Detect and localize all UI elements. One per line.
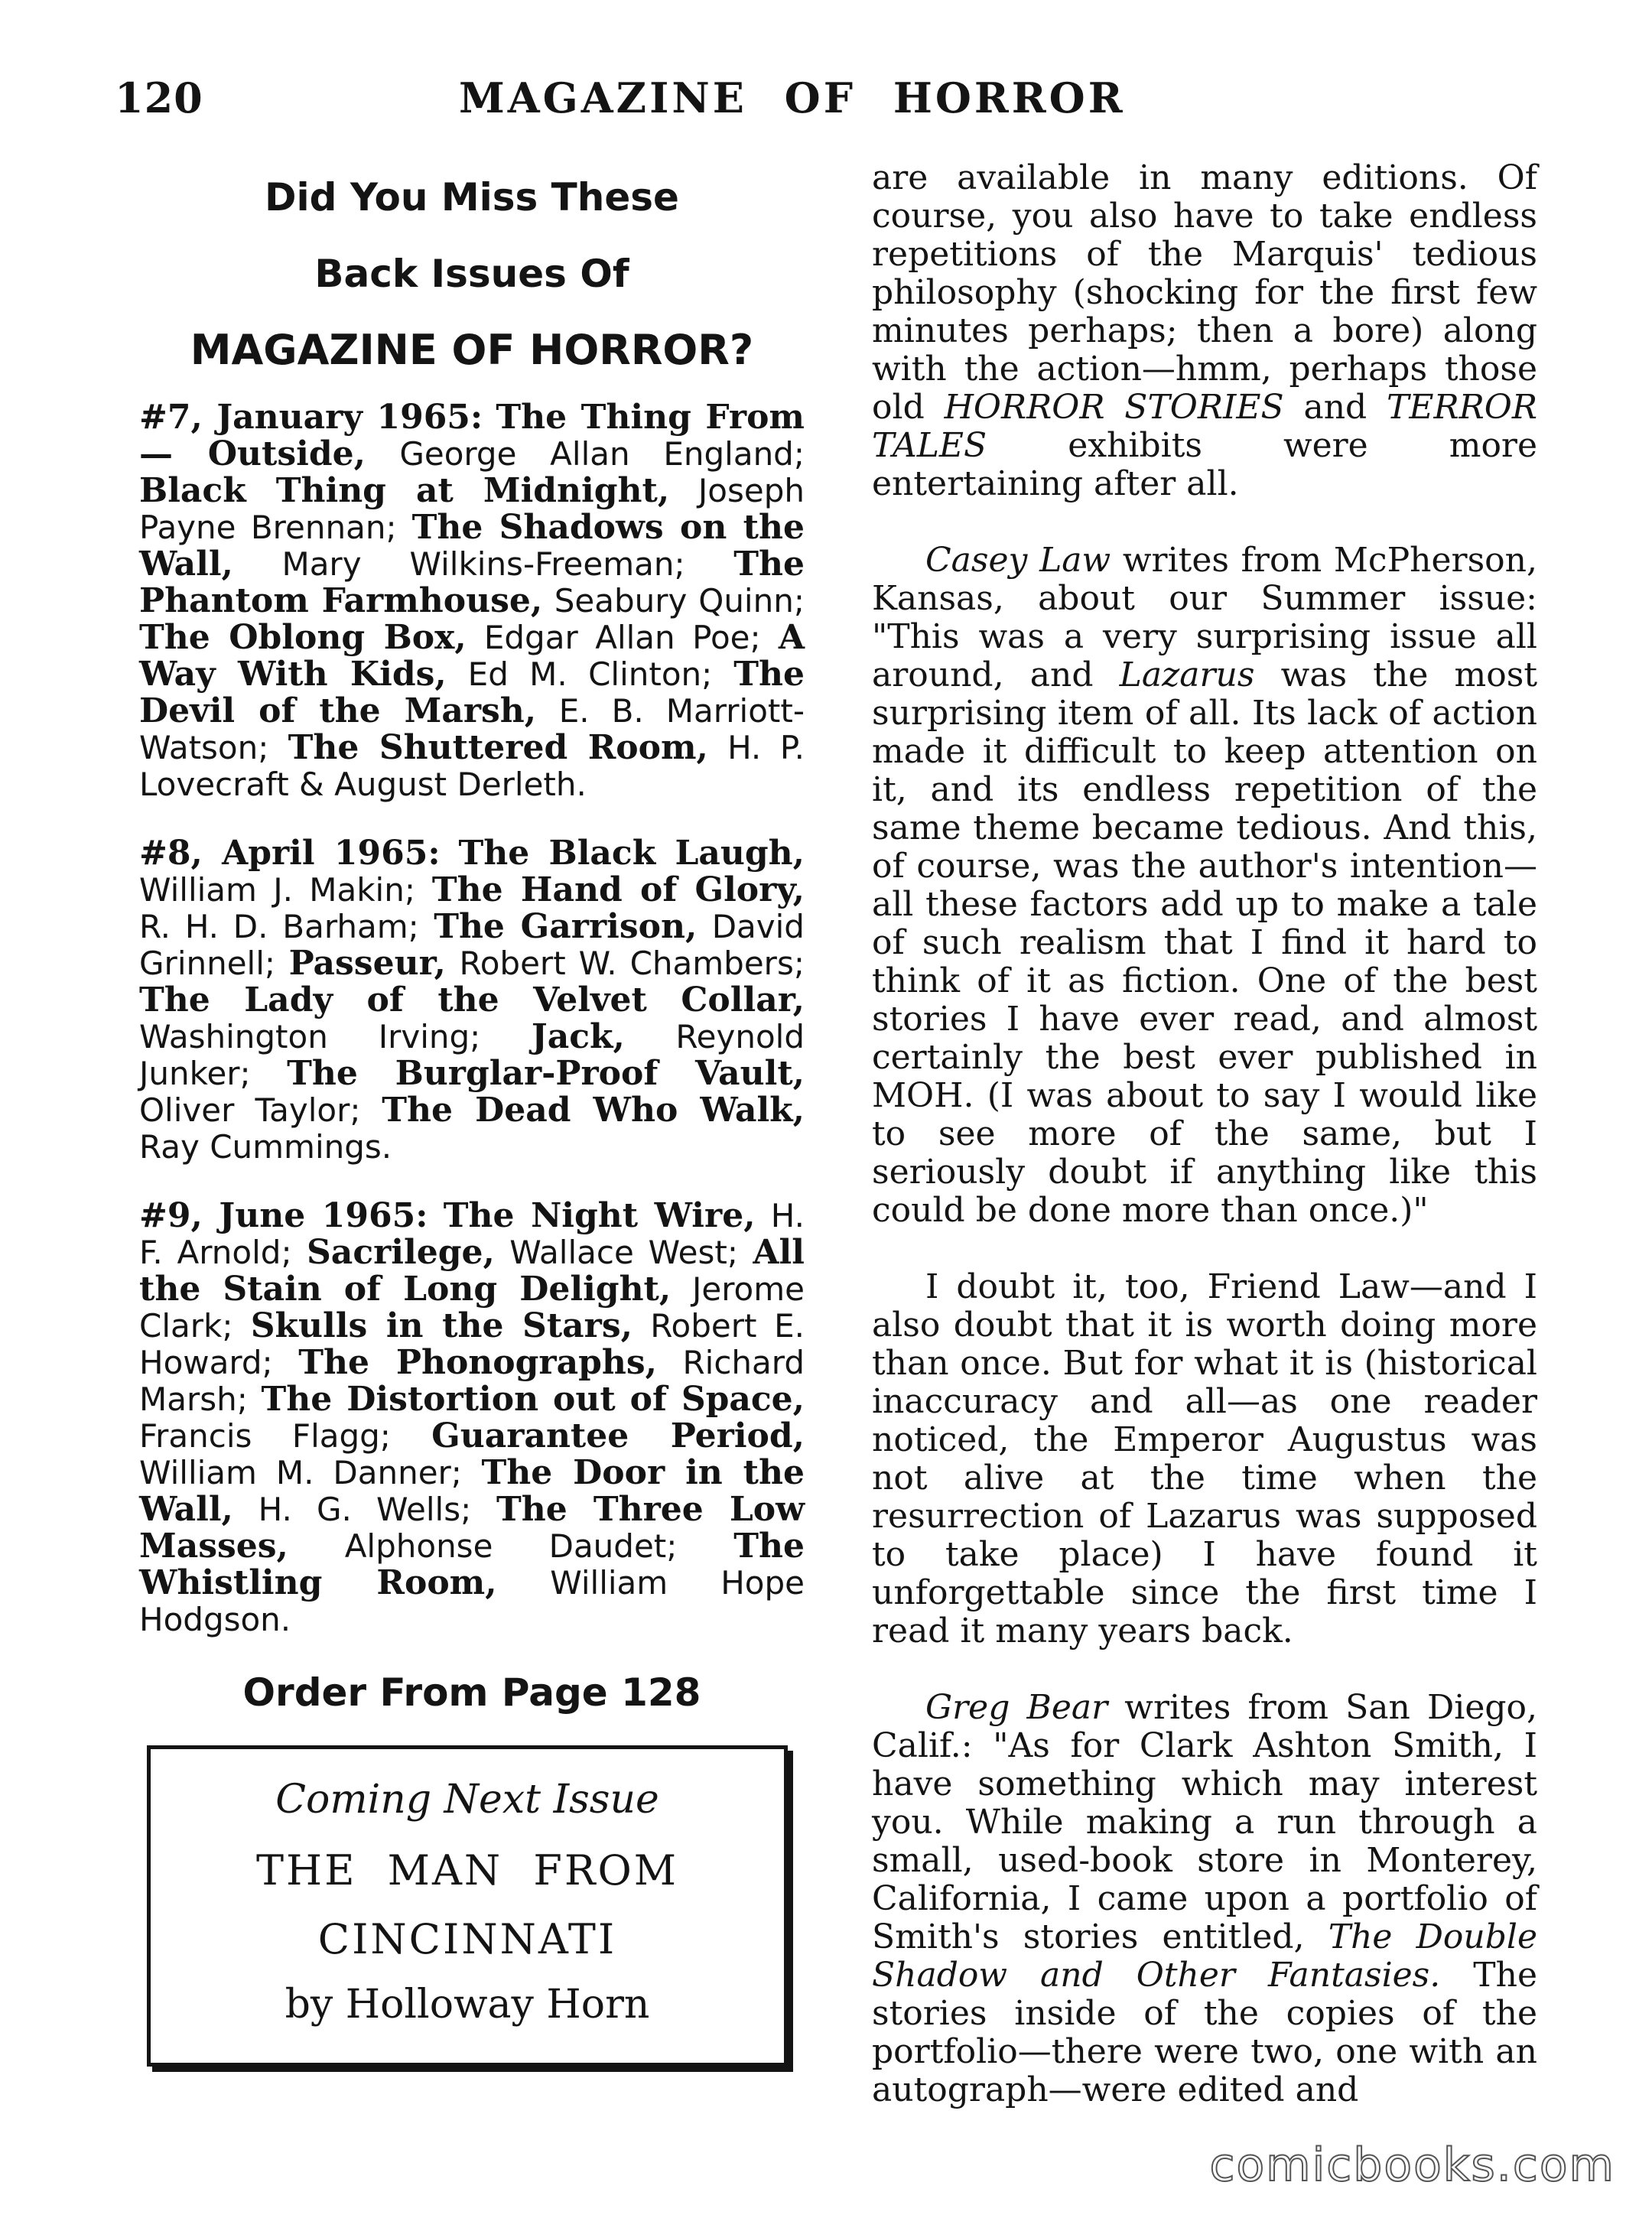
story-author: Francis Flagg;: [139, 1417, 391, 1455]
coming-title-line-2: CINCINNATI: [317, 1915, 617, 1963]
story-title: The Phantom Farmhouse,: [139, 545, 805, 620]
back-issue-entry: [139, 1198, 805, 1638]
order-line: Order From Page 128: [242, 1670, 701, 1715]
story-title: All the Stain of Long Delight,: [139, 1233, 805, 1309]
story-title: The Garrison,: [434, 907, 698, 946]
letter-paragraph-2: Casey Law writes from McPherson, Kansas, about our Summer issue: "This was a very surprising issue all around, and Lazarus was the most surprising item of all. Its lack of action made it difficult to keep attention on it, and its endless repetition of the same theme became tedious. And this, of course, was the author's intention—all these factors add up to make a tale of such realism that I find it hard to think of it as fiction. One of the best stories I have ever read, and almost certainly the best ever published in MOH. (I was about to say I would like to see more of the same, but I seriously doubt if anything like this could be done more than once.)": [872, 541, 1537, 1230]
story-title: The Thing From — Outside,: [139, 398, 805, 473]
story-title: The Three Low Masses,: [139, 1490, 805, 1566]
promo-heading-line-3: MAGAZINE OF HORROR?: [190, 326, 754, 374]
coming-next-issue-box: [147, 1745, 788, 2067]
back-issue-list: [139, 399, 805, 1638]
story-author: Richard Marsh;: [139, 1344, 805, 1418]
story-author: Seabury Quinn;: [554, 582, 805, 620]
story-title: The Night Wire,: [443, 1196, 756, 1235]
story-author: Wallace West;: [509, 1234, 738, 1271]
story-author: R. H. D. Barham;: [139, 908, 419, 945]
letter-paragraph-3: Greg Bear writes from San Diego, Calif.: "As for Clark Ashton Smith, I have something which may interest you. While making a run through a small, used-book store in Monterey, California, I came upon a portfolio of Smith's stories entitled, The Double Shadow and Other Fantasies. The stories inside of the copies of the portfolio—there were two, one with an autograph—were edited and: [872, 1688, 1537, 2109]
watermark: comicbooks.com: [1209, 2138, 1615, 2192]
story-title: Skulls in the Stars,: [250, 1306, 633, 1345]
story-title: The Door in the Wall,: [139, 1453, 805, 1529]
story-title: The Burglar-Proof Vault,: [287, 1054, 805, 1093]
story-author: Mary Wilkins-Freeman;: [281, 545, 685, 583]
story-author: Reynold Junker;: [139, 1018, 805, 1092]
story-title: The Distortion out of Space,: [261, 1380, 805, 1419]
story-author: Jerome Clark;: [139, 1270, 805, 1345]
back-issue-entry: [139, 835, 805, 1166]
story-author: E. B. Marriott-Watson;: [139, 692, 805, 766]
right-column: [872, 159, 1537, 2148]
story-author: William M. Danner;: [139, 1454, 462, 1491]
promo-heading-line-1: Did You Miss These: [265, 175, 679, 220]
editor-reply-paragraph: I doubt it, too, Friend Law—and I also doubt that it is worth doing more than once. But for what it is (historical inaccuracy and all—as one reader noticed, the Emperor Augustus was not alive at the time when the resurrection of Lazarus was supposed to take place) I have found it unforgettable since the first time I read it many years back.: [872, 1267, 1537, 1650]
story-author: William Hope Hodgson.: [139, 1564, 805, 1638]
story-title: The Phonographs,: [298, 1343, 657, 1382]
story-author: Washington Irving;: [139, 1018, 481, 1055]
coming-author: by Holloway Horn: [285, 1982, 650, 2028]
story-title: The Hand of Glory,: [431, 870, 805, 909]
story-author: H. P. Lovecraft & August Derleth.: [139, 729, 805, 803]
left-column: [139, 159, 805, 2067]
letter-writer-name: Casey Law: [925, 541, 1111, 580]
story-title: The Lady of the Velvet Collar,: [139, 981, 805, 1020]
story-title: Sacrilege,: [307, 1233, 495, 1272]
issue-heading: #9, June 1965:: [139, 1196, 428, 1235]
story-title: The Devil of the Marsh,: [139, 655, 805, 730]
story-title: The Black Laugh,: [458, 834, 805, 873]
story-author: Joseph Payne Brennan;: [139, 472, 805, 546]
story-author: David Grinnell;: [139, 908, 805, 982]
story-author: Oliver Taylor;: [139, 1091, 361, 1129]
promo-heading-line-2: Back Issues Of: [314, 252, 629, 296]
story-author: Robert W. Chambers;: [459, 945, 805, 982]
story-title: Guarantee Period,: [431, 1416, 805, 1455]
story-author: Ray Cummings.: [139, 1128, 392, 1166]
letter-writer-name: Greg Bear: [925, 1688, 1108, 1727]
story-title: Jack,: [531, 1017, 625, 1056]
story-author: William J. Makin;: [139, 871, 415, 909]
story-author: H. F. Arnold;: [139, 1197, 805, 1271]
story-title: The Shadows on the Wall,: [139, 508, 805, 584]
page-header: [115, 73, 1553, 135]
story-title: The Whistling Room,: [139, 1527, 805, 1602]
story-title: Black Thing at Midnight,: [139, 471, 670, 510]
story-title: The Shuttered Room,: [288, 728, 708, 767]
coming-label: Coming Next Issue: [275, 1777, 659, 1823]
issue-heading: #8, April 1965:: [139, 834, 441, 873]
story-title: A Way With Kids,: [139, 618, 805, 694]
page-number: 120: [115, 73, 203, 122]
story-title: Passeur,: [288, 944, 446, 983]
story-title: The Oblong Box,: [139, 618, 467, 657]
running-title: MAGAZINE OF HORROR: [459, 73, 1126, 122]
issue-heading: #7, January 1965:: [139, 398, 483, 437]
story-author: Edgar Allan Poe;: [483, 619, 761, 656]
letter-paragraph-1: are available in many editions. Of course, you also have to take endless repetitions of the Marquis' tedious philosophy (shocking for the first few minutes perhaps; then a bore) along with the action—hmm, perhaps those old HORROR STORIES and TERROR TALES exhibits were more entertaining after all.: [872, 158, 1537, 503]
back-issue-entry: [139, 399, 805, 803]
coming-title-line-1: THE MAN FROM: [255, 1846, 679, 1894]
story-title: The Dead Who Walk,: [382, 1091, 805, 1130]
story-author: Robert E. Howard;: [139, 1307, 805, 1381]
story-author: George Allan England;: [399, 435, 805, 473]
story-author: H. G. Wells;: [258, 1491, 472, 1528]
story-author: Alphonse Daudet;: [344, 1527, 678, 1565]
story-author: Ed M. Clinton;: [467, 655, 713, 693]
